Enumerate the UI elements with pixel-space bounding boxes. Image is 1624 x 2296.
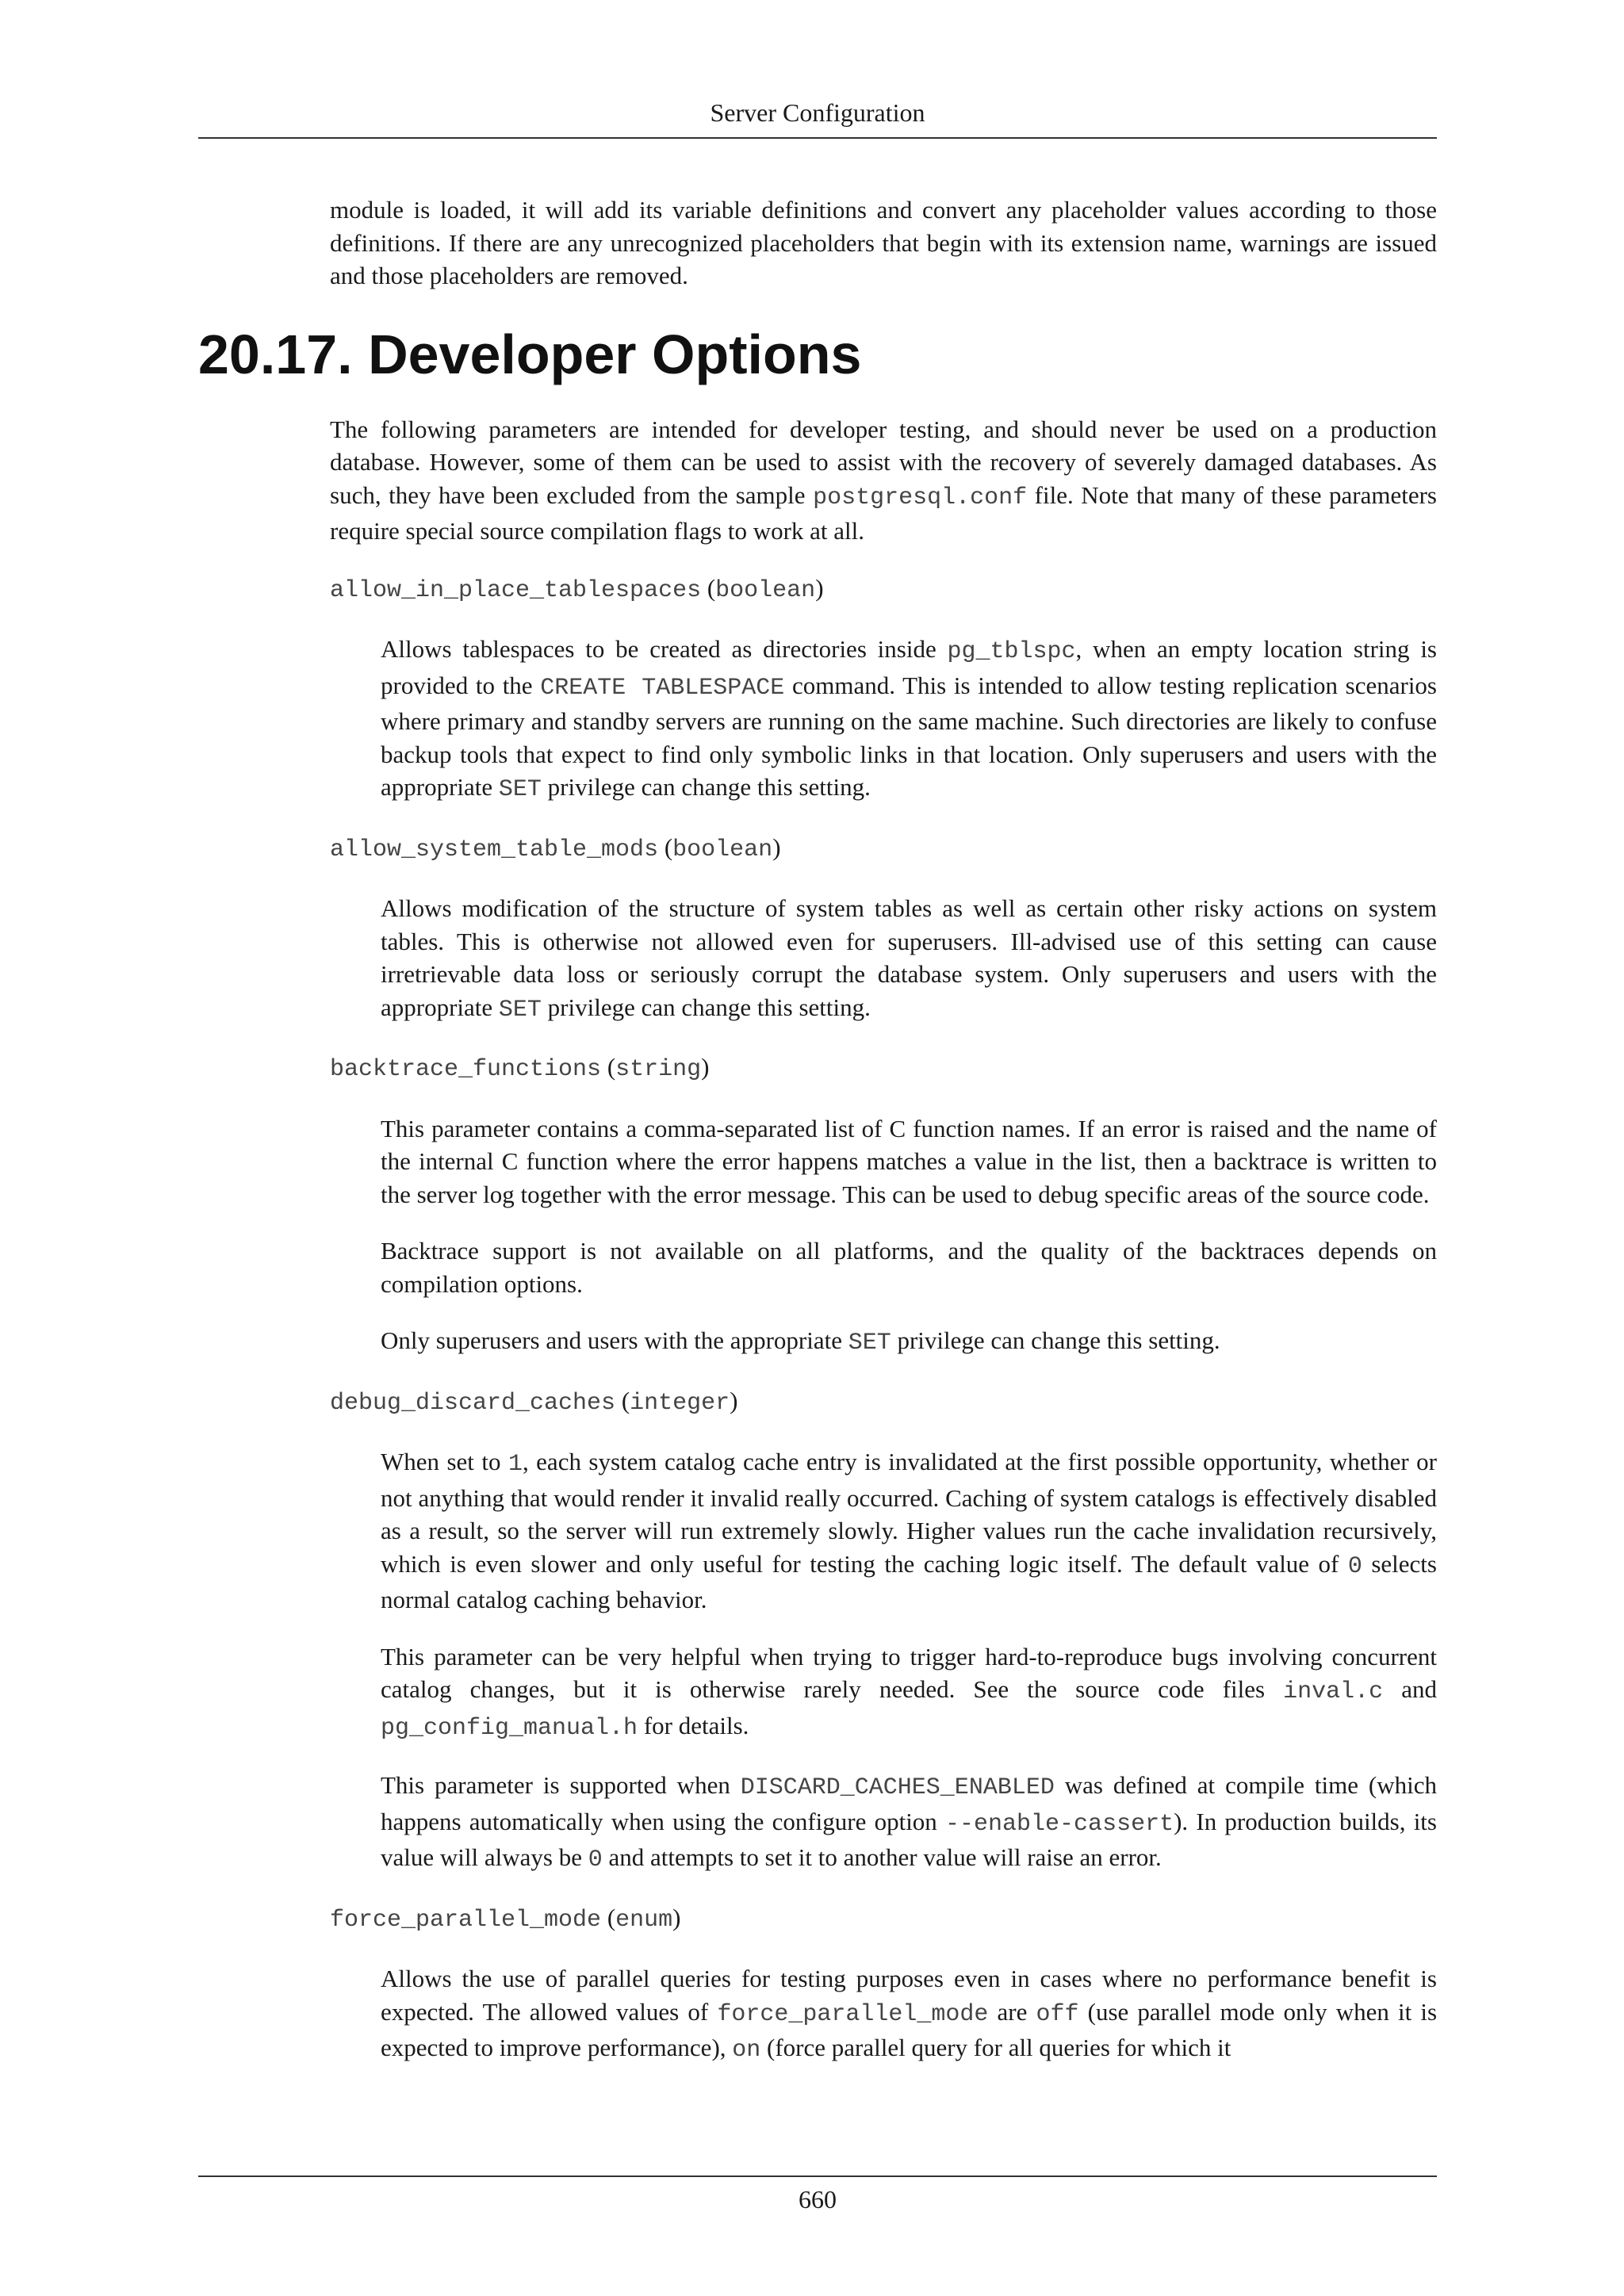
text: This parameter can be very helpful when trying to trigger hard-to-reproduce bugs involving concurrent catalog changes, but it is otherwise rarely needed. See the source code files xyxy=(381,1642,1437,1703)
text: , each system catalog cache entry is invalidated at the first possible opportunity, whether or not anything that would render it invalid really occurred. Caching of system catalogs is effectively disabled as a result, so the server will run extremely slowly. Higher values run the cache invalidation recursively, which is even slower and only useful for testing the caching logic itself. The default value of xyxy=(381,1448,1438,1578)
running-header: Server Configuration xyxy=(710,98,925,127)
code-literal: --enable-cassert xyxy=(945,1810,1174,1838)
definition-paragraph: This parameter contains a comma-separated list of C function names. If an error is raised and the name of the internal C function where the error happens matches a value in the list, then a backtrace is written to the server log together with the error message. This can be used to debug specific areas of the source code. xyxy=(381,1114,1437,1208)
text: privilege can change this setting. xyxy=(541,773,871,801)
continuation-paragraph: module is loaded, it will add its variable definitions and convert any placeholder values according to those definitions. If there are any unrecognized placeholders that begin with its extension name, warnings are issued and those placeholders are removed. xyxy=(330,196,1437,289)
text: command. This is intended to allow testing replication scenarios where primary and standby servers are running on the same machine. Such directories are likely to confuse backup tools that expect to find only symbolic links in that location. Only superusers and users with the appropriate xyxy=(381,671,1437,801)
text: The following parameters are intended for developer testing, and should never be used on a production database. However, some of them can be used to assist with the recovery of severely damaged databases. As such, they have been excluded from the sample xyxy=(330,415,1437,509)
text: was defined at compile time (which happens automatically when using the configure option xyxy=(381,1771,1438,1835)
param-term-force-parallel-mode: force_parallel_mode (enum) xyxy=(330,1903,681,1934)
code-literal: off xyxy=(1036,2000,1079,2028)
code-literal: SET xyxy=(848,1330,891,1357)
header-rule xyxy=(198,137,1437,139)
code-literal: 0 xyxy=(588,1846,603,1873)
code-literal: 1 xyxy=(508,1451,523,1478)
page-number: 660 xyxy=(799,2185,837,2214)
param-term-backtrace-functions: backtrace_functions (string) xyxy=(330,1053,710,1083)
text: file. Note that many of these parameters require special source compilation flags to work at all. xyxy=(330,480,1437,545)
page-body xyxy=(198,193,1437,2068)
definition-paragraph xyxy=(381,1962,1437,2068)
param-term-debug-discard-caches: debug_discard_caches (integer) xyxy=(330,1386,738,1417)
param-term-allow-in-place-tablespaces: allow_in_place_tablespaces (boolean) xyxy=(330,573,824,604)
param-term-allow-system-table-mods: allow_system_table_mods (boolean) xyxy=(330,832,781,863)
definition-paragraph xyxy=(381,1769,1437,1877)
definition-paragraph xyxy=(381,1445,1437,1617)
definition-paragraph xyxy=(381,1324,1437,1360)
param-name: backtrace_functions xyxy=(330,1056,602,1083)
param-type: string xyxy=(615,1056,702,1083)
code-literal: DISCARD_CACHES_ENABLED xyxy=(740,1774,1055,1801)
param-type: boolean xyxy=(715,576,816,604)
definition-paragraph: Backtrace support is not available on all platforms, and the quality of the backtraces depends on compilation options. xyxy=(381,1237,1437,1298)
text: When set to xyxy=(381,1448,508,1475)
text: ). In production builds, its value will always be xyxy=(381,1807,1437,1871)
code-literal: postgresql.conf xyxy=(813,484,1028,511)
text: Allows modification of the structure of system tables as well as certain other risky actions on system tables. This is otherwise not allowed even for superusers. Ill-advised use of this setting can cause irretrievable data loss or seriously corrupt the database system. Only superusers and users with the appropriate xyxy=(381,894,1437,1021)
text: and xyxy=(1383,1675,1437,1703)
code-literal: SET xyxy=(498,776,542,803)
definition-paragraph xyxy=(381,892,1437,1027)
param-type: boolean xyxy=(672,836,773,863)
code-literal: CREATE TABLESPACE xyxy=(540,674,785,702)
text: selects normal catalog caching behavior. xyxy=(381,1549,1437,1613)
param-name: debug_discard_caches xyxy=(330,1389,616,1417)
text: This parameter is supported when xyxy=(381,1771,741,1799)
param-type: enum xyxy=(615,1906,673,1934)
text: (force parallel query for all queries for which it xyxy=(760,2034,1231,2061)
code-literal: inval.c xyxy=(1283,1678,1384,1705)
text: , when an empty location string is provided to the xyxy=(381,635,1437,699)
section-intro-paragraph xyxy=(330,413,1437,548)
param-definition xyxy=(381,1962,1437,2068)
text: privilege can change this setting. xyxy=(891,1326,1220,1354)
text: for details. xyxy=(638,1711,749,1739)
param-definition xyxy=(381,892,1437,1027)
code-literal: pg_config_manual.h xyxy=(381,1714,638,1742)
code-literal: on xyxy=(732,2037,761,2064)
param-definition xyxy=(381,1112,1437,1360)
definition-paragraph xyxy=(381,1640,1437,1746)
code-literal: SET xyxy=(498,996,542,1024)
text: (use parallel mode only when it is expected to improve performance), xyxy=(381,1997,1438,2061)
param-definition xyxy=(381,633,1437,807)
definition-paragraph xyxy=(381,633,1437,807)
code-literal: 0 xyxy=(1347,1552,1362,1580)
code-literal: force_parallel_mode xyxy=(717,2000,989,2028)
param-name: allow_in_place_tablespaces xyxy=(330,576,702,604)
text: are xyxy=(988,1997,1036,2026)
footer-rule xyxy=(198,2175,1437,2177)
param-definition xyxy=(381,1445,1437,1877)
text: and attempts to set it to another value will raise an error. xyxy=(602,1843,1162,1871)
param-name: force_parallel_mode xyxy=(330,1906,602,1934)
text: Only superusers and users with the appropriate xyxy=(381,1326,848,1354)
code-literal: pg_tblspc xyxy=(947,638,1076,665)
text: Allows tablespaces to be created as directories inside xyxy=(381,635,948,663)
param-type: integer xyxy=(630,1389,730,1417)
text: Allows the use of parallel queries for testing purposes even in cases where no performance benefit is expected. The allowed values of xyxy=(381,1965,1437,2026)
text: privilege can change this setting. xyxy=(541,993,871,1021)
section-heading: 20.17. Developer Options xyxy=(198,323,862,385)
param-name: allow_system_table_mods xyxy=(330,836,659,863)
